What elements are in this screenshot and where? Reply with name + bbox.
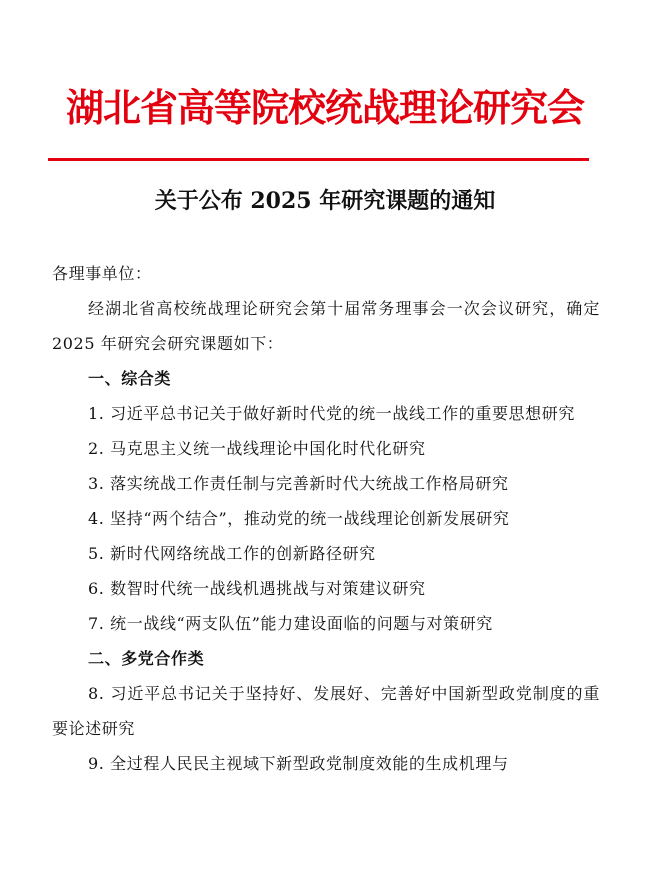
topic-item-8: 8. 习近平总书记关于坚持好、发展好、完善好中国新型政党制度的重要论述研究 [52,684,600,738]
section-heading-general: 一、综合类 [88,369,172,388]
document-title: 关于公布 2025 年研究课题的通知 [154,188,496,214]
topic-item-3: 3. 落实统战工作责任制与完善新时代大统战工作格局研究 [88,474,509,493]
topic-item-6: 6. 数智时代统一战线机遇挑战与对策建议研究 [88,579,426,598]
topic-item-4: 4. 坚持“两个结合”，推动党的统一战线理论创新发展研究 [88,509,510,528]
topic-item-1: 1. 习近平总书记关于做好新时代党的统一战线工作的重要思想研究 [88,404,575,423]
salutation: 各理事单位： [52,264,152,283]
intro-paragraph: 经湖北省高校统战理论研究会第十届常务理事会一次会议研究，确定 2025 年研究会研究课题如下： [52,299,600,353]
topic-item-7: 7. 统一战线“两支队伍”能力建设面临的问题与对策研究 [88,614,493,633]
topic-item-5: 5. 新时代网络统战工作的创新路径研究 [88,544,376,563]
red-divider-line [48,158,589,161]
topic-item-9: 9. 全过程人民民主视域下新型政党制度效能的生成机理与 [88,754,509,773]
section-heading-multiparty: 二、多党合作类 [88,649,205,668]
topic-item-2: 2. 马克思主义统一战线理论中国化时代化研究 [88,439,426,458]
organization-header: 湖北省高等院校统战理论研究会 [65,86,584,130]
document-body [52,256,600,781]
